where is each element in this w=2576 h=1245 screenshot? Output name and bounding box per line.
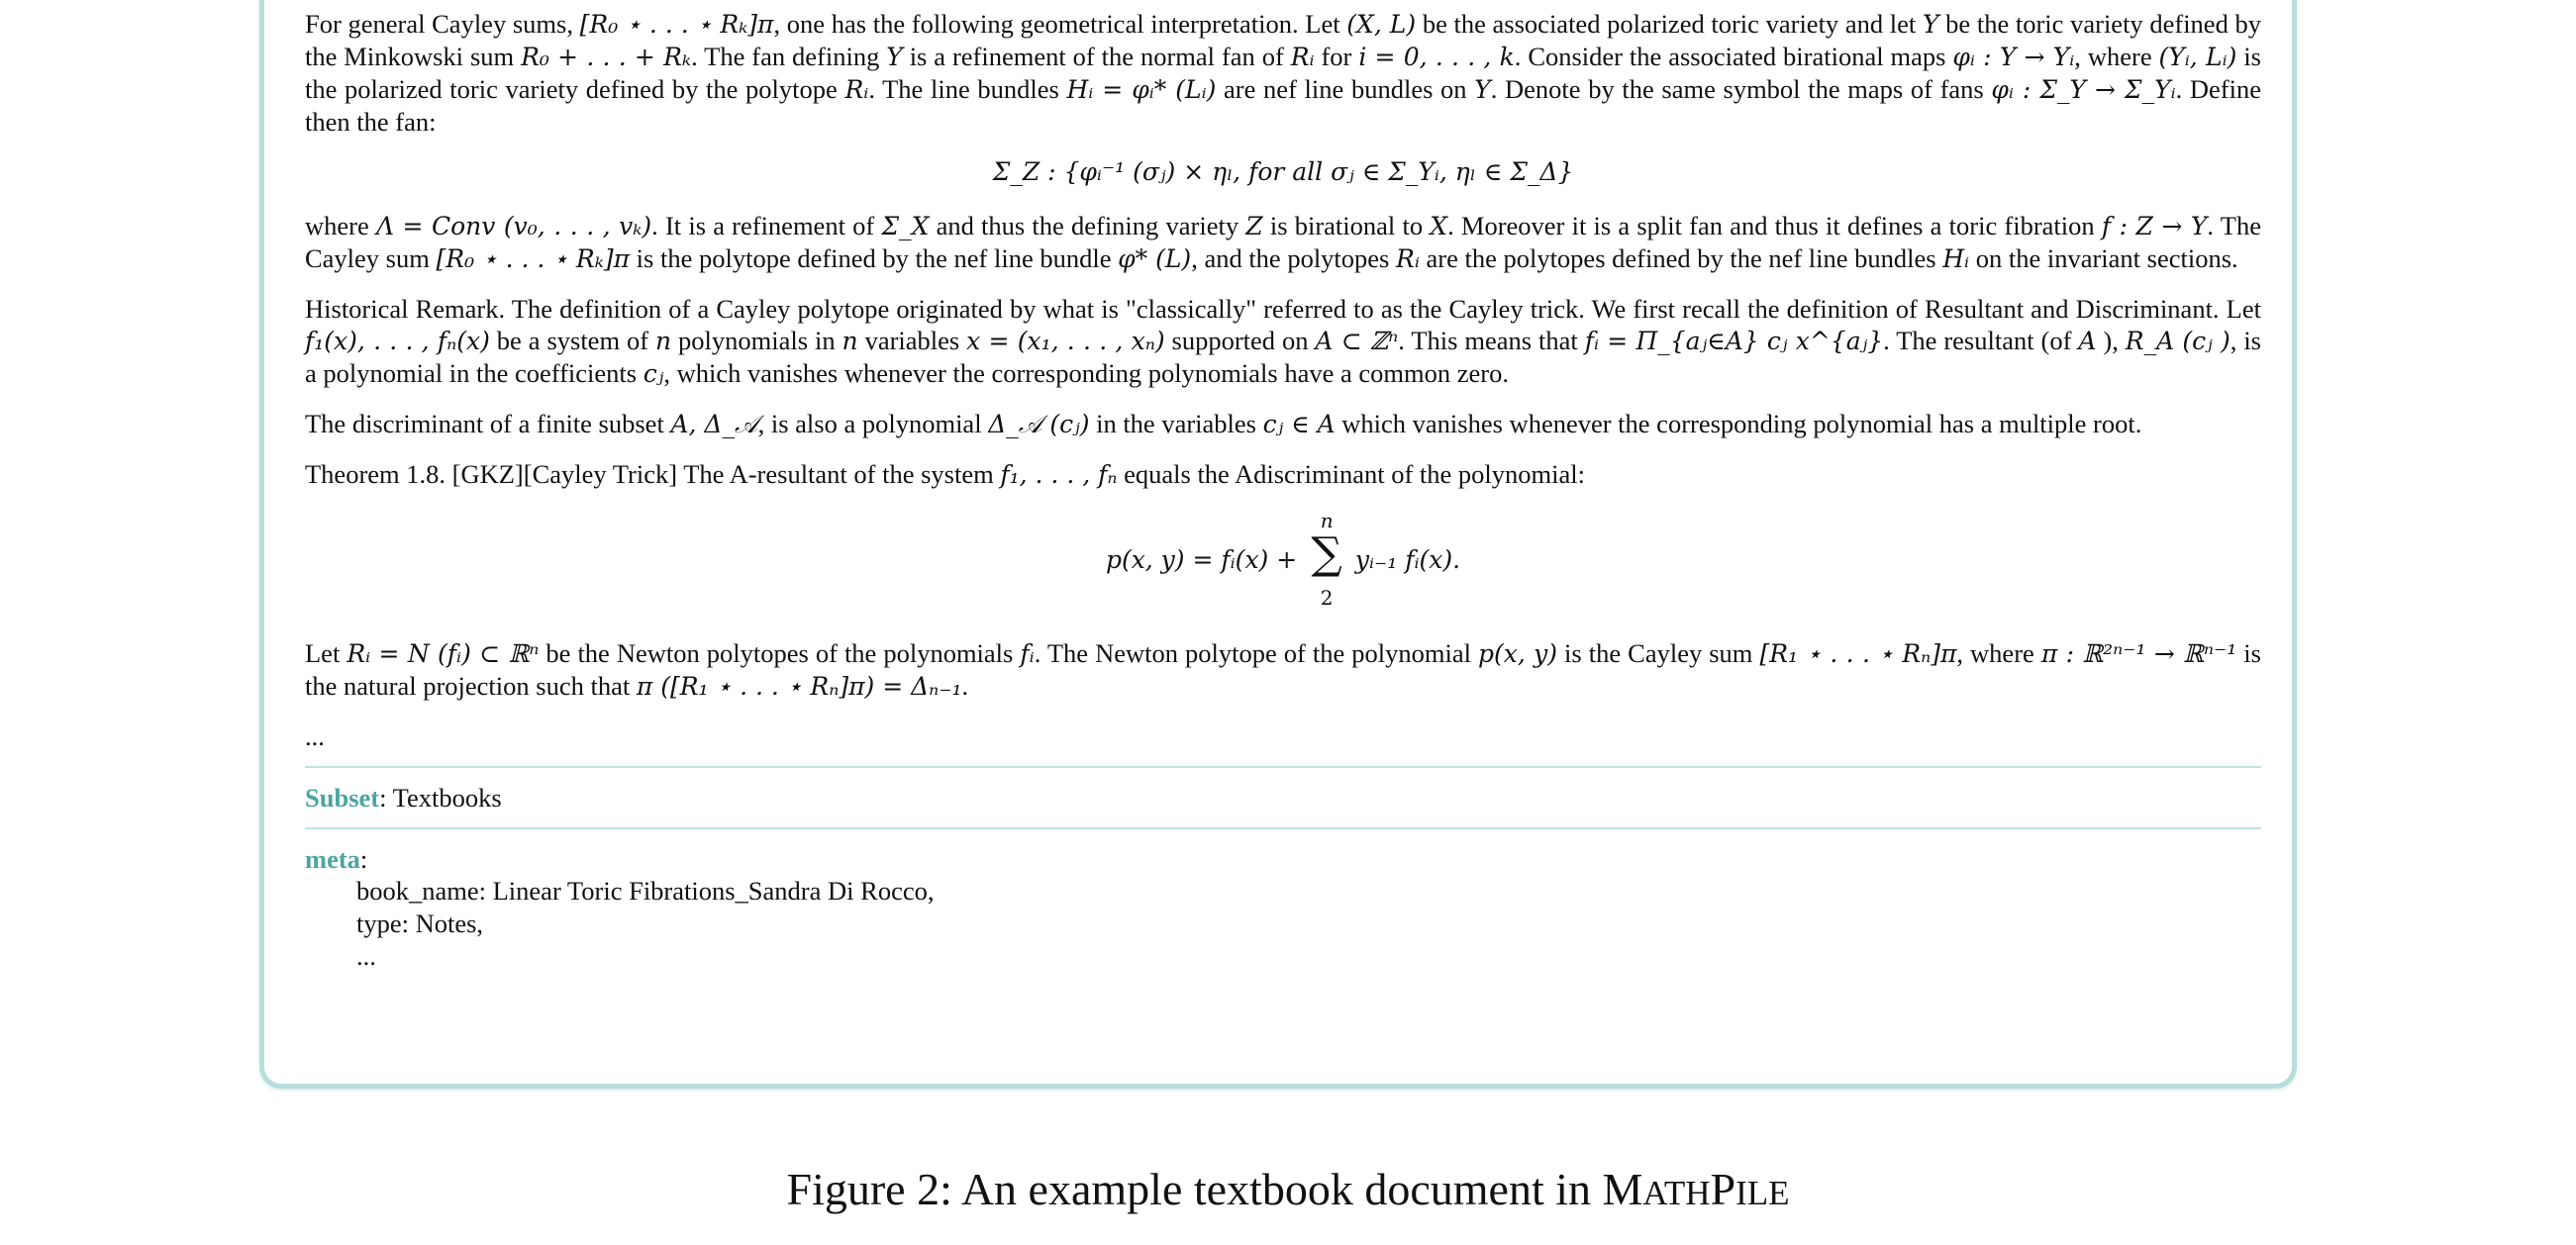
math-inline: Rᵢ = N (fᵢ) ⊂ ℝⁿ [347, 639, 540, 668]
math-inline: Y [1922, 10, 1939, 39]
text: and thus the defining variety [929, 211, 1246, 240]
math-display-lhs: p(x, y) = fᵢ(x) + [1105, 545, 1306, 574]
math-inline: Hᵢ = φᵢ* (Lᵢ) [1066, 75, 1217, 104]
text: polynomials in [671, 326, 842, 355]
math-inline: Z [1245, 212, 1263, 240]
subset-label: Subset [305, 783, 380, 813]
math-inline: cⱼ ∈ A [1262, 410, 1336, 438]
sum-symbol: ∑ [1311, 528, 1342, 579]
text: . The resultant (of [1883, 326, 2079, 355]
meta-colon: : [359, 844, 368, 874]
math-inline: n [655, 327, 672, 355]
math-inline: Rᵢ [1396, 244, 1420, 273]
math-inline: A ⊂ ℤⁿ [1315, 327, 1399, 355]
text: is the Cayley sum [1557, 638, 1760, 668]
math-inline: Y [1474, 75, 1491, 104]
math-display: Σ_Z : {φᵢ⁻¹ (σⱼ) × ηₗ, for all σⱼ ∈ Σ_Yᵢ, ηₗ ∈ Σ_Δ} [992, 157, 1574, 186]
brand-smallcaps: ATH [1642, 1174, 1711, 1212]
text: is the natural projection such that [305, 638, 2261, 701]
caption-text: Figure 2: An example textbook document in [786, 1164, 1603, 1214]
meta-line: ... [356, 941, 376, 971]
math-inline: π : ℝ²ⁿ⁻¹ → ℝⁿ⁻¹ [2040, 639, 2237, 668]
paragraph-cayley-sums [305, 8, 2261, 138]
math-inline: f : Z → Y [2101, 212, 2208, 240]
text: supported on [1164, 326, 1316, 355]
content-ellipsis: ... [305, 721, 325, 751]
paragraph-discriminant [305, 408, 2261, 440]
text: For general Cayley sums, [305, 9, 580, 39]
text: be the Newton polytopes of the polynomials [539, 638, 1021, 668]
math-inline: p(x, y) [1478, 639, 1558, 668]
meta-line: type: Notes, [356, 909, 484, 938]
math-inline: fᵢ = Π_{aⱼ∈A} cⱼ x^{aⱼ} [1584, 327, 1884, 355]
text: is birational to [1262, 211, 1431, 240]
mathpile-name [1603, 1164, 1790, 1214]
meta-line: book_name: Linear Toric Fibrations_Sandra Di Rocco, [356, 876, 935, 906]
text: . Define then the fan: [305, 74, 2262, 137]
text: , one has the following geometrical interpretation. Let [773, 9, 1347, 39]
brand-letter: P [1710, 1164, 1736, 1214]
text: is the polytope defined by the nef line bundle [630, 243, 1119, 273]
paragraph-newton-polytopes [305, 637, 2261, 703]
math-inline: f₁, . . . , fₙ [1000, 460, 1118, 489]
text: . The fan defining [691, 42, 887, 71]
math-inline: Rᵢ [844, 75, 869, 104]
math-inline: i = 0, . . . , k [1358, 43, 1515, 71]
text: is a refinement of the normal fan of [902, 42, 1291, 71]
text: Theorem 1.8. [GKZ][Cayley Trick] The A-resultant of the system [305, 459, 1001, 489]
text: , is also a polynomial [757, 409, 989, 438]
math-inline: A, Δ_𝒜 [670, 410, 758, 438]
text: equals the Adiscriminant of the polynomial: [1117, 459, 1585, 489]
text: . Consider the associated birational maps [1514, 42, 1953, 71]
text: for [1314, 42, 1359, 71]
math-inline: Y [886, 43, 903, 71]
text: . Denote by the same symbol the maps of fans [1490, 74, 1992, 104]
text: which vanishes whenever the corresponding polynomial has a multiple root. [1335, 409, 2142, 438]
equation-polynomial [305, 509, 2261, 627]
text: where [305, 211, 376, 240]
math-inline: x = (x₁, . . . , xₙ) [966, 327, 1165, 355]
text: ), [2096, 326, 2126, 355]
text: , which vanishes whenever the corresponding polynomials have a common zero. [663, 358, 1509, 388]
math-inline: R_A (cⱼ ) [2125, 327, 2230, 355]
text: , where [2074, 42, 2159, 71]
meta-label: meta [305, 844, 360, 874]
document-content [305, 8, 2261, 973]
math-inline: Hᵢ [1942, 244, 1970, 273]
text: Let [305, 638, 347, 668]
text: . It is a refinement of [651, 211, 882, 240]
brand-smallcaps: ILE [1735, 1174, 1790, 1212]
text: is the polarized toric variety defined by the polytope [305, 42, 2261, 104]
math-inline: Σ_X [881, 212, 930, 240]
text: . The Cayley sum [305, 211, 2261, 273]
math-inline: φ* (L) [1118, 244, 1192, 273]
text: , and the polytopes [1191, 243, 1396, 273]
sum-lower-limit: 2 [1320, 586, 1334, 610]
math-inline: Δ_𝒜 (cⱼ) [988, 410, 1090, 438]
paragraph-historical-remark [305, 293, 2261, 390]
math-inline: f₁(x), . . . , fₙ(x) [305, 327, 490, 355]
math-inline: cⱼ [643, 359, 664, 388]
math-inline: Rᵢ [1290, 43, 1315, 71]
text: . [961, 671, 969, 701]
sum-upper-limit: n [1320, 509, 1334, 532]
text: . The line bundles [868, 74, 1067, 104]
math-inline: Λ = Conv (v₀, . . . , vₖ) [375, 212, 652, 240]
text: , where [1956, 638, 2041, 668]
text: on the invariant sections. [1969, 243, 2238, 273]
text: be a system of [489, 326, 655, 355]
math-inline: R₀ + . . . + Rₖ [521, 43, 692, 71]
math-inline: [R₀ ⋆ . . . ⋆ Rₖ]π [436, 244, 631, 273]
math-inline: X [1430, 212, 1448, 240]
paragraph-refinement [305, 210, 2261, 275]
text: . The Newton polytope of the polynomial [1034, 638, 1478, 668]
math-inline: π ([R₁ ⋆ . . . ⋆ Rₙ]π) = Δₙ₋₁ [636, 672, 962, 701]
brand-letter: M [1602, 1164, 1643, 1214]
math-inline: (Yᵢ, Lᵢ) [2158, 43, 2237, 71]
text: variables [857, 326, 967, 355]
text: , is a polynomial in the coefficients [305, 326, 2261, 388]
meta-field [305, 829, 2261, 973]
math-inline: φᵢ : Σ_Y → Σ_Yᵢ [1991, 75, 2176, 104]
math-inline: fᵢ [1020, 639, 1035, 668]
math-inline: n [842, 327, 858, 355]
text: be the toric variety defined by the Minkowski sum [305, 9, 2261, 71]
equation-fan [305, 155, 2261, 188]
text: are nef line bundles on [1216, 74, 1475, 104]
math-inline: A [2078, 327, 2097, 355]
subset-value: : Textbooks [379, 783, 502, 813]
subset-field [305, 768, 2261, 827]
text: . This means that [1398, 326, 1585, 355]
text: be the associated polarized toric variety and let [1416, 9, 1923, 39]
math-display-rhs: yᵢ₋₁ fᵢ(x). [1354, 545, 1461, 574]
text: Historical Remark. The definition of a Cayley polytope originated by what is "classically" referred to as the Cayley trick. We first recall the definition of Resultant and Discriminant. Let [305, 294, 2261, 324]
text: The discriminant of a finite subset [305, 409, 671, 438]
paragraph-theorem [305, 458, 2261, 491]
math-inline: [R₀ ⋆ . . . ⋆ Rₖ]π [579, 10, 774, 39]
text: are the polytopes defined by the nef line bundles [1419, 243, 1943, 273]
math-inline: φᵢ : Y → Yᵢ [1952, 43, 2075, 71]
text: . Moreover it is a split fan and thus it defines a toric fibration [1447, 211, 2102, 240]
math-inline: (X, L) [1346, 10, 1417, 39]
math-inline: [R₁ ⋆ . . . ⋆ Rₙ]π [1759, 639, 1957, 668]
text: in the variables [1089, 409, 1263, 438]
figure-caption [0, 1163, 2576, 1215]
